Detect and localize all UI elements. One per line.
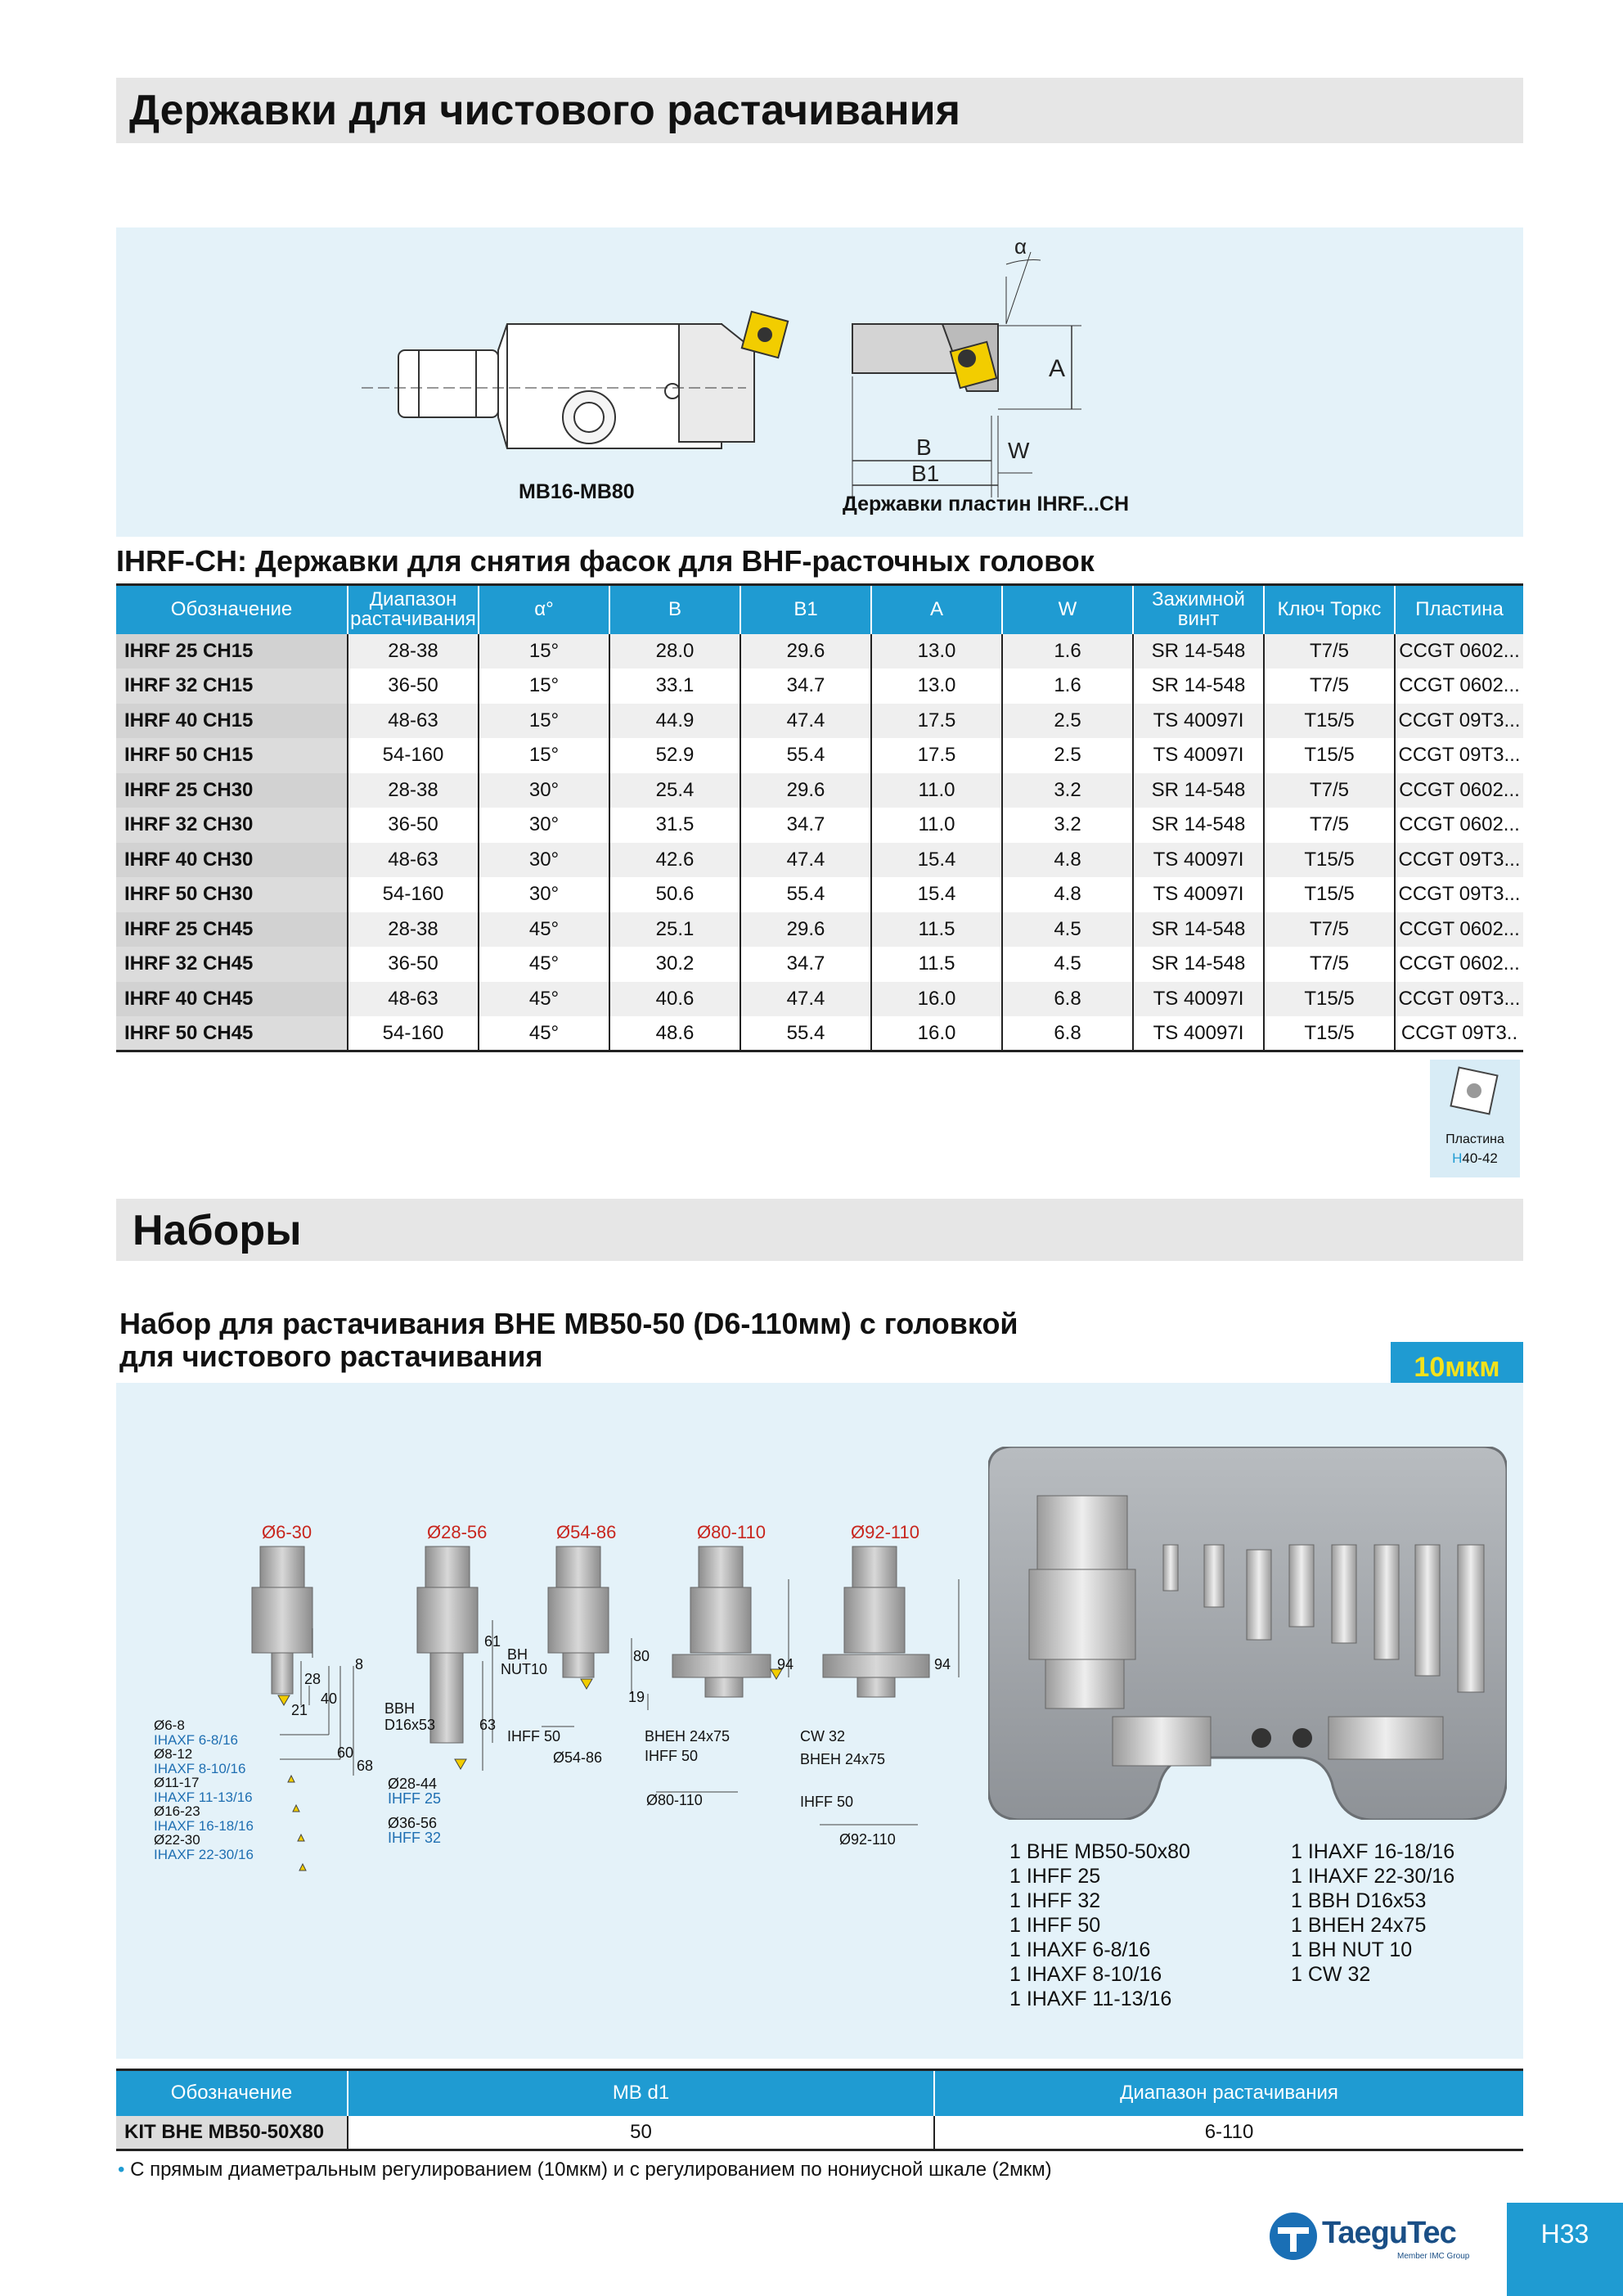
designation-cell: IHRF 40 CH15 [116,704,348,739]
taegutec-logo-icon [1268,2211,1319,2262]
table-cell: 42.6 [609,843,740,878]
table-row [116,634,1523,669]
designation-cell: IHRF 50 CH30 [116,877,348,912]
table-cell: 47.4 [740,982,871,1017]
dim-alpha: α [1014,234,1027,259]
d2-bbh-size: D16x53 [384,1717,436,1733]
kit-title-line1: Набор для растачивания BHE MB50-50 (D6-110мм) с головкой [119,1307,1018,1340]
d1-labels [154,1718,254,1862]
table-cell: 45° [479,1016,609,1051]
table-cell: CCGT 0602... [1395,634,1523,669]
col-header: W [1002,585,1133,634]
kit-list-item: 1 IHFF 50 [1009,1914,1101,1937]
d1-insert: IHAXF 22-30/16 [154,1846,254,1862]
col-header: B1 [740,585,871,634]
table-row [116,877,1523,912]
d1-dia: Ø8-12 [154,1746,193,1762]
table-cell: CCGT 09T3... [1395,738,1523,773]
table-cell: SR 14-548 [1133,773,1264,808]
col-header: Пластина [1395,585,1523,634]
col-header: MB d1 [348,2070,934,2116]
table-cell: CCGT 0602... [1395,808,1523,843]
designation-cell: IHRF 32 CH30 [116,808,348,843]
kit-list-item: 1 BHE MB50-50x80 [1009,1840,1190,1863]
dim-value: 8 [355,1656,364,1672]
designation-cell: IHRF 50 CH45 [116,1016,348,1051]
table-cell: 47.4 [740,843,871,878]
col-header: Ключ Торкс [1264,585,1395,634]
kit-list-item: 1 IHFF 25 [1009,1865,1101,1888]
table-cell: 28-38 [348,912,479,948]
table-cell: 11.0 [871,773,1002,808]
kit-list-item: 1 IHFF 32 [1009,1889,1101,1912]
d5-ihff: IHFF 50 [800,1794,854,1810]
table-cell: 2.5 [1002,738,1133,773]
table-cell: 47.4 [740,704,871,739]
holder-drawing-right [852,252,1081,497]
table-cell: 6.8 [1002,982,1133,1017]
table-cell: 44.9 [609,704,740,739]
table-cell: 4.5 [1002,947,1133,982]
table-cell: TS 40097I [1133,704,1264,739]
table-cell: CCGT 09T3... [1395,982,1523,1017]
dim-value: 19 [628,1689,645,1705]
table-cell: 34.7 [740,947,871,982]
d1-insert: IHAXF 16-18/16 [154,1817,254,1834]
section2-title: Наборы [133,1207,302,1254]
col-header: Обозначение [116,585,348,634]
table-row [116,2116,1523,2150]
table-cell: 29.6 [740,773,871,808]
table-cell: T7/5 [1264,669,1395,704]
left-caption: MB16-MB80 [519,480,635,503]
table-cell: T15/5 [1264,704,1395,739]
table-cell: SR 14-548 [1133,947,1264,982]
table-cell: 16.0 [871,1016,1002,1051]
insert-ref-pages: 40-42 [1462,1150,1498,1166]
table-cell: 15° [479,634,609,669]
col-header: Обозначение [116,2070,348,2116]
table-cell: CCGT 09T3.. [1395,1016,1523,1051]
table-cell: 6.8 [1002,1016,1133,1051]
designation-cell: IHRF 32 CH15 [116,669,348,704]
table-cell: 28-38 [348,773,479,808]
boring-head-2 [417,1546,478,1769]
col-header: B [609,585,740,634]
table-cell: 34.7 [740,808,871,843]
table-row [116,738,1523,773]
table-row [116,808,1523,843]
dim-value: 28 [304,1671,321,1687]
d3-nut: NUT10 [501,1661,548,1677]
kit-list-item: 1 IHAXF 22-30/16 [1291,1865,1455,1888]
table-cell: 17.5 [871,738,1002,773]
kit-designation: KIT BHE MB50-50X80 [116,2116,348,2150]
table1-title: IHRF-CH: Державки для снятия фасок для BHF-расточных головок [116,544,1095,578]
table-cell: 45° [479,912,609,948]
d1-dia: Ø22-30 [154,1832,200,1848]
range-label: Ø92-110 [851,1522,919,1542]
dim-value: 80 [633,1648,650,1664]
dim-value: 94 [934,1656,951,1672]
table-cell: 4.8 [1002,877,1133,912]
badge-main: 10мкм [1414,1352,1500,1383]
table-row [116,704,1523,739]
table-cell: 15.4 [871,877,1002,912]
boring-head-3 [548,1546,609,1689]
d1-insert: IHAXF 6-8/16 [154,1731,238,1748]
table-cell: 36-50 [348,808,479,843]
table-cell: 36-50 [348,947,479,982]
kit-range: 6-110 [934,2116,1523,2150]
table-cell: 30° [479,843,609,878]
designation-cell: IHRF 40 CH45 [116,982,348,1017]
page-title: Державки для чистового растачивания [129,87,960,134]
kit-list-item: 1 IHAXF 16-18/16 [1291,1840,1455,1863]
kit-table [116,2069,1523,2151]
range-label: Ø28-56 [427,1522,488,1542]
range-label: Ø80-110 [697,1522,766,1542]
table-cell: 28.0 [609,634,740,669]
table-cell: T15/5 [1264,877,1395,912]
table-cell: 17.5 [871,704,1002,739]
kit-list-item: 1 CW 32 [1291,1963,1371,1986]
table-cell: 29.6 [740,912,871,948]
dim-value: 68 [357,1758,374,1774]
footnote-text: С прямым диаметральным регулированием (10мкм) и с регулированием по нониусной шкале (2мкм) [130,2159,1052,2181]
table-cell: T7/5 [1264,947,1395,982]
boring-head-drawing [362,324,754,448]
d3-ihff: IHFF 50 [507,1728,561,1745]
d5-dia: Ø92-110 [839,1831,896,1848]
d2-dia: Ø28-44 [388,1776,438,1792]
d1-insert: IHAXF 11-13/16 [154,1789,253,1805]
col-header: α° [479,585,609,634]
table-cell: SR 14-548 [1133,634,1264,669]
dim-B1: B1 [911,461,940,486]
table-cell: 1.6 [1002,669,1133,704]
table-row [116,1016,1523,1051]
insert-icon [1430,1060,1520,1125]
kit-list-right [1291,1839,1454,1987]
table-cell: 28-38 [348,634,479,669]
d1-dia: Ø16-23 [154,1803,200,1819]
table-cell: 36-50 [348,669,479,704]
footnote [118,2159,1052,2181]
kit-list-left [1009,1839,1190,2011]
table-cell: 52.9 [609,738,740,773]
d4-bheh: BHEH 24x75 [645,1728,731,1745]
table-cell: TS 40097I [1133,843,1264,878]
table-cell: 30° [479,808,609,843]
table-cell: SR 14-548 [1133,808,1264,843]
designation-cell: IHRF 40 CH30 [116,843,348,878]
kit-list-item: 1 BHEH 24x75 [1291,1914,1427,1937]
kit-case-image [988,1447,1507,1820]
table-cell: 45° [479,947,609,982]
kit-list-item: 1 IHAXF 11-13/16 [1009,1988,1172,2010]
table-cell: 4.5 [1002,912,1133,948]
dim-A: A [1049,355,1066,382]
dim-value: 61 [484,1633,501,1650]
table-cell: 25.1 [609,912,740,948]
range-label: Ø54-86 [556,1522,617,1542]
insert-ref-letter: H [1452,1150,1463,1166]
designation-cell: IHRF 50 CH15 [116,738,348,773]
table-cell: 55.4 [740,877,871,912]
col-header: Зажимной винт [1133,585,1264,634]
kit-mb: 50 [348,2116,934,2150]
table-cell: 48-63 [348,704,479,739]
table-cell: CCGT 0602... [1395,912,1523,948]
page-number: H33 [1540,2219,1589,2249]
boring-head-5 [823,1546,929,1697]
table-cell: T15/5 [1264,738,1395,773]
table-cell: 30° [479,773,609,808]
table-cell: 45° [479,982,609,1017]
d5-cw: CW 32 [800,1728,846,1745]
d5-bheh: BHEH 24x75 [800,1751,886,1767]
brand-sub: Member IMC Group [1397,2252,1470,2261]
d4-ihff: IHFF 50 [645,1748,699,1764]
table-cell: 11.0 [871,808,1002,843]
table-cell: 50.6 [609,877,740,912]
boring-head-1 [252,1546,312,1705]
designation-cell: IHRF 25 CH15 [116,634,348,669]
table-cell: 11.5 [871,947,1002,982]
table-row [116,982,1523,1017]
dim-B: B [916,434,932,460]
brand-logo [1268,2211,1481,2263]
right-caption: Державки пластин IHRF...CH [843,493,1130,515]
table-cell: 3.2 [1002,808,1133,843]
d4-dia: Ø80-110 [646,1792,703,1808]
dim-value: 63 [479,1717,497,1733]
table-cell: SR 14-548 [1133,669,1264,704]
page-number-tab [1507,2203,1623,2296]
table-cell: 55.4 [740,738,871,773]
d3-dia: Ø54-86 [553,1749,603,1766]
d2-bbh: BBH [384,1700,416,1717]
boring-head-4 [672,1546,782,1697]
brand-name: TaeguTec [1322,2216,1456,2250]
table-cell: CCGT 0602... [1395,669,1523,704]
kit-list-item: 1 BH NUT 10 [1291,1938,1413,1961]
d1-insert: IHAXF 8-10/16 [154,1760,246,1776]
table-cell: 4.8 [1002,843,1133,878]
kit-title-line2: для чистового растачивания [119,1339,543,1373]
d2-insert: IHFF 32 [388,1830,442,1846]
table-cell: 15° [479,704,609,739]
table-row [116,912,1523,948]
designation-cell: IHRF 32 CH45 [116,947,348,982]
insert-reference[interactable] [1430,1060,1520,1177]
col-header: Диапазон растачивания [348,585,479,634]
kit-list-item: 1 IHAXF 6-8/16 [1009,1938,1151,1961]
table-cell: T15/5 [1264,843,1395,878]
table-cell: 16.0 [871,982,1002,1017]
range-label: Ø6-30 [262,1522,312,1542]
dim-W: W [1008,438,1030,463]
tool-drawing [116,227,1523,537]
table-cell: T15/5 [1264,1016,1395,1051]
table-cell: 54-160 [348,877,479,912]
dim-value: 94 [777,1656,794,1672]
table-cell: 33.1 [609,669,740,704]
table-cell: 48-63 [348,982,479,1017]
dim-value: 60 [337,1745,354,1761]
table-cell: TS 40097I [1133,982,1264,1017]
table-cell: 11.5 [871,912,1002,948]
table-cell: 30° [479,877,609,912]
table-cell: 29.6 [740,634,871,669]
table-cell: 15.4 [871,843,1002,878]
table-cell: 13.0 [871,634,1002,669]
table-row [116,947,1523,982]
d3-bh: BH [507,1646,528,1663]
table-cell: 54-160 [348,1016,479,1051]
table-cell: T7/5 [1264,773,1395,808]
dim-value: 21 [291,1702,308,1718]
table-cell: 48-63 [348,843,479,878]
table-row [116,773,1523,808]
table-cell: 15° [479,669,609,704]
table-cell: 48.6 [609,1016,740,1051]
table-cell: TS 40097I [1133,877,1264,912]
d1-dia: Ø6-8 [154,1717,185,1733]
designation-cell: IHRF 25 CH45 [116,912,348,948]
kit-list-item: 1 BBH D16x53 [1291,1889,1427,1912]
col-header: Диапазон растачивания [934,2070,1523,2116]
dim-value: 40 [321,1690,338,1707]
bullet-icon: • [118,2159,125,2181]
table-cell: 3.2 [1002,773,1133,808]
table-cell: 34.7 [740,669,871,704]
table-cell: 1.6 [1002,634,1133,669]
col-header: A [871,585,1002,634]
table-cell: 2.5 [1002,704,1133,739]
table-cell: T7/5 [1264,808,1395,843]
designation-cell: IHRF 25 CH30 [116,773,348,808]
table-row [116,669,1523,704]
table-cell: 13.0 [871,669,1002,704]
table-row [116,843,1523,878]
spec-table [116,583,1523,1052]
table-cell: CCGT 09T3... [1395,843,1523,878]
insert-ref-label: Пластина [1445,1132,1504,1146]
table-cell: T7/5 [1264,912,1395,948]
table-cell: CCGT 0602... [1395,947,1523,982]
table-cell: T7/5 [1264,634,1395,669]
table-cell: T15/5 [1264,982,1395,1017]
table-cell: 30.2 [609,947,740,982]
table-cell: TS 40097I [1133,1016,1264,1051]
table-cell: CCGT 09T3... [1395,877,1523,912]
table-cell: CCGT 09T3... [1395,704,1523,739]
table-cell: 40.6 [609,982,740,1017]
table-cell: 55.4 [740,1016,871,1051]
d2-insert: IHFF 25 [388,1790,442,1807]
table-cell: CCGT 0602... [1395,773,1523,808]
table-cell: TS 40097I [1133,738,1264,773]
d2-dia: Ø36-56 [388,1815,438,1831]
table-cell: SR 14-548 [1133,912,1264,948]
d1-dia: Ø11-17 [154,1775,200,1790]
table-cell: 54-160 [348,738,479,773]
section2-header-bar [116,1199,1523,1261]
kit-list-item: 1 IHAXF 8-10/16 [1009,1963,1162,1986]
table-cell: 31.5 [609,808,740,843]
table-cell: 15° [479,738,609,773]
table-cell: 25.4 [609,773,740,808]
